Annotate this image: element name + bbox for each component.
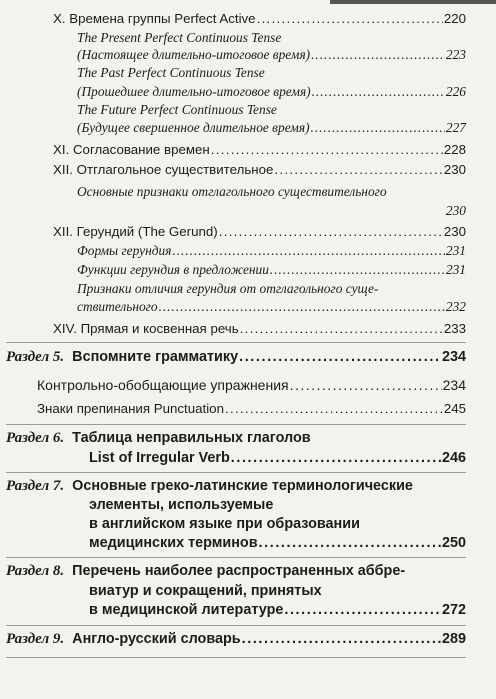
entry-label: The Past Perfect Continuous Tense <box>77 65 265 80</box>
toc-section[interactable] <box>6 631 466 648</box>
page-number: 272 <box>441 602 466 618</box>
toc-section[interactable] <box>6 563 405 580</box>
section-number: Раздел 8. <box>6 563 65 579</box>
section-title: в медицинской литературе <box>89 602 284 618</box>
dot-leader <box>159 299 445 315</box>
page-number: 228 <box>443 142 466 157</box>
page-number: 223 <box>445 47 466 62</box>
section-title: медицинских терминов <box>89 535 258 551</box>
toc-subentry[interactable] <box>77 262 466 278</box>
section-title: Перечень наиболее распространенных аббре- <box>72 563 406 579</box>
divider <box>6 557 466 558</box>
toc-section[interactable] <box>6 430 311 447</box>
page-number: 226 <box>445 84 466 99</box>
page-number: 231 <box>445 262 466 277</box>
entry-label: (Прошедшее длительно-итоговое время) <box>77 84 311 99</box>
page-number: 232 <box>445 299 466 314</box>
top-edge-shadow <box>330 0 496 4</box>
entry-label: Функции герундия в предложении <box>77 262 269 277</box>
page-number: 227 <box>445 120 466 135</box>
toc-entry[interactable] <box>37 401 466 416</box>
toc-entry[interactable] <box>53 142 466 157</box>
toc-subentry[interactable] <box>77 102 277 118</box>
toc-subentry[interactable] <box>77 65 265 81</box>
toc-subentry[interactable] <box>77 84 466 100</box>
toc-entry[interactable] <box>53 11 466 26</box>
section-title: List of Irregular Verb <box>89 450 230 466</box>
toc-subentry[interactable] <box>77 243 466 259</box>
dot-leader <box>239 349 441 365</box>
page-number: 234 <box>442 377 466 393</box>
entry-label: Признаки отличия герундия от отглагольного суще- <box>77 281 379 296</box>
page-number: 289 <box>441 631 466 647</box>
toc-subentry[interactable] <box>77 299 466 315</box>
section-number: Раздел 9. <box>6 631 65 647</box>
entry-label: The Present Perfect Continuous Tense <box>77 30 282 45</box>
page-number: 245 <box>443 401 466 416</box>
dot-leader <box>290 377 442 393</box>
section-title: Таблица неправильных глаголов <box>72 430 311 446</box>
page-number: 250 <box>441 535 466 551</box>
page-number: 246 <box>441 450 466 466</box>
dot-leader <box>211 142 443 157</box>
toc-entry[interactable] <box>53 162 466 177</box>
entry-label: The Future Perfect Continuous Tense <box>77 102 277 117</box>
entry-label: Основные признаки отглагольного существительного <box>77 184 387 199</box>
toc-subentry[interactable] <box>77 47 466 63</box>
divider <box>6 625 466 626</box>
dot-leader <box>284 602 441 618</box>
entry-label: ствительного <box>77 299 158 314</box>
toc-subentry[interactable] <box>77 184 387 200</box>
toc-section-line <box>89 516 360 532</box>
page-number: 220 <box>443 11 466 26</box>
toc-section-line <box>89 497 273 513</box>
section-title: в английском языке при образовании <box>89 516 360 532</box>
entry-label: (Настоящее длительно-итоговое время) <box>77 47 311 62</box>
toc-section[interactable] <box>6 349 466 366</box>
dot-leader <box>225 401 443 416</box>
toc-subentry[interactable] <box>77 30 281 46</box>
page-number: 230 <box>443 224 466 239</box>
toc-section-line[interactable] <box>89 450 466 466</box>
section-number: Раздел 5. <box>6 349 65 365</box>
dot-leader <box>311 120 445 136</box>
entry-label: XI. Согласование времен <box>53 142 210 157</box>
section-title: Англо-русский словарь <box>72 631 241 647</box>
section-number: Раздел 7. <box>6 478 65 494</box>
dot-leader <box>270 262 445 278</box>
entry-label: Знаки препинания Punctuation <box>37 401 224 416</box>
dot-leader <box>257 11 443 26</box>
entry-label: XII. Герундий (The Gerund) <box>53 224 218 239</box>
dot-leader <box>274 162 442 177</box>
entry-label: (Будущее свершенное длительное время) <box>77 120 310 135</box>
entry-label: Формы герундия <box>77 243 172 258</box>
section-title: элементы, используемые <box>89 497 274 513</box>
toc-entry[interactable] <box>53 224 466 239</box>
dot-leader <box>172 243 444 259</box>
toc-entry[interactable] <box>37 377 466 393</box>
toc-subentry-page[interactable] <box>77 203 466 219</box>
page-number: 234 <box>441 349 466 365</box>
toc-section-line[interactable] <box>89 535 466 551</box>
dot-leader <box>311 47 445 63</box>
toc-subentry[interactable] <box>77 281 378 297</box>
divider <box>6 472 466 473</box>
toc-section[interactable] <box>6 478 413 495</box>
entry-label: XIV. Прямая и косвенная речь <box>53 321 239 336</box>
entry-label: XII. Отглагольное существительное <box>53 162 274 177</box>
page-number: 230 <box>445 203 466 218</box>
page-number: 231 <box>445 243 466 258</box>
dot-leader <box>242 631 441 647</box>
dot-leader <box>240 321 443 336</box>
dot-leader <box>259 535 441 551</box>
section-number: Раздел 6. <box>6 430 65 446</box>
entry-label: X. Времена группы Perfect Active <box>53 11 256 26</box>
dot-leader <box>312 84 445 100</box>
divider <box>6 424 466 425</box>
toc-entry[interactable] <box>53 321 466 336</box>
divider <box>6 342 466 343</box>
entry-label: Контрольно-обобщающие упражнения <box>37 377 289 393</box>
toc-section-line <box>89 583 322 599</box>
page-number: 233 <box>443 321 466 336</box>
toc-section-line[interactable] <box>89 602 466 618</box>
toc-subentry[interactable] <box>77 120 466 136</box>
section-title: Основные греко-латинские терминологические <box>72 478 413 494</box>
section-title: Вспомните грамматику <box>72 349 239 365</box>
page-number: 230 <box>443 162 466 177</box>
section-title: виатур и сокращений, принятых <box>89 583 322 599</box>
divider <box>6 657 466 658</box>
dot-leader <box>219 224 443 239</box>
dot-leader <box>231 450 441 466</box>
